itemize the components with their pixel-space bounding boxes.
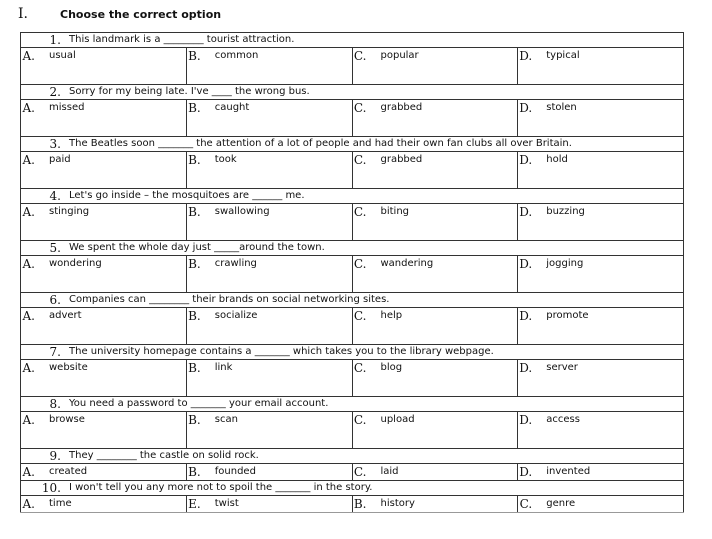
option-letter: A. — [22, 413, 35, 427]
option-text: advert — [49, 310, 82, 321]
question-number: 3. — [49, 137, 61, 151]
option-cell[interactable] — [518, 48, 684, 85]
option-cell[interactable] — [186, 464, 352, 481]
options-row — [21, 464, 684, 481]
option-letter: D. — [519, 361, 533, 375]
option-letter: A. — [22, 101, 35, 115]
question-text: You need a password to _______ your email account. — [69, 398, 329, 409]
option-text: grabbed — [380, 154, 423, 165]
option-letter: B. — [188, 361, 201, 375]
option-letter: B. — [353, 497, 367, 511]
option-cell[interactable] — [186, 48, 352, 85]
option-letter: A. — [22, 465, 35, 479]
question-number: 5. — [49, 241, 61, 255]
option-cell[interactable] — [21, 496, 187, 513]
option-text: popular — [380, 50, 419, 61]
option-cell[interactable] — [21, 152, 187, 189]
option-letter: B. — [188, 309, 201, 323]
options-row — [21, 100, 684, 137]
option-cell[interactable] — [352, 152, 518, 189]
option-text: hold — [546, 154, 568, 165]
options-row — [21, 360, 684, 397]
option-text: server — [546, 362, 578, 373]
question-text: The Beatles soon _______ the attention of a lot of people and had their own fan clubs all over Britain. — [69, 138, 572, 149]
option-letter: A. — [22, 309, 35, 323]
options-row — [21, 496, 684, 513]
option-cell[interactable] — [186, 204, 352, 241]
option-cell[interactable] — [352, 412, 518, 449]
question-number: 7. — [49, 345, 61, 359]
question-row — [21, 293, 684, 308]
option-letter: C. — [353, 309, 367, 323]
option-letter: C. — [353, 465, 367, 479]
question-row — [21, 137, 684, 152]
option-cell[interactable] — [352, 360, 518, 397]
option-cell[interactable] — [21, 308, 187, 345]
option-text: scan — [214, 414, 238, 425]
question-row — [21, 481, 684, 496]
option-text: genre — [546, 498, 576, 509]
option-cell[interactable] — [352, 464, 518, 481]
option-letter: E. — [188, 497, 201, 511]
option-cell[interactable] — [352, 48, 518, 85]
question-number: 9. — [49, 449, 61, 463]
option-text: access — [546, 414, 580, 425]
question-row — [21, 33, 684, 48]
option-letter: B. — [188, 257, 201, 271]
option-letter: A. — [22, 361, 35, 375]
option-letter: D. — [519, 49, 533, 63]
question-text: They ________ the castle on solid rock. — [69, 450, 259, 461]
option-letter: B. — [188, 101, 201, 115]
option-text: wandering — [380, 258, 434, 269]
question-text: Let's go inside – the mosquitoes are ______ me. — [69, 190, 305, 201]
question-number: 10. — [41, 481, 61, 495]
option-cell[interactable] — [186, 360, 352, 397]
option-cell[interactable] — [186, 100, 352, 137]
option-cell[interactable] — [186, 412, 352, 449]
option-letter: C. — [353, 101, 367, 115]
question-row — [21, 189, 684, 204]
option-text: wondering — [49, 258, 102, 269]
option-letter: B. — [188, 153, 201, 167]
option-letter: D. — [519, 153, 533, 167]
option-text: blog — [380, 362, 403, 373]
question-number: 8. — [49, 397, 61, 411]
options-row — [21, 256, 684, 293]
option-cell[interactable] — [186, 256, 352, 293]
option-text: socialize — [214, 310, 258, 321]
option-letter: A. — [22, 205, 35, 219]
option-cell[interactable] — [518, 412, 684, 449]
option-cell[interactable] — [352, 204, 518, 241]
option-cell[interactable] — [518, 464, 684, 481]
option-text: buzzing — [546, 206, 585, 217]
option-cell[interactable] — [21, 48, 187, 85]
section-header — [18, 4, 221, 24]
question-number: 6. — [49, 293, 61, 307]
option-text: invented — [546, 466, 591, 477]
option-letter: D. — [519, 465, 533, 479]
option-cell[interactable] — [518, 360, 684, 397]
question-number: 1. — [49, 33, 61, 47]
option-text: grabbed — [380, 102, 423, 113]
option-letter: B. — [188, 49, 201, 63]
bottom-divider — [20, 512, 684, 513]
option-cell[interactable] — [352, 256, 518, 293]
option-text: website — [49, 362, 88, 373]
option-cell[interactable] — [518, 308, 684, 345]
option-text: swallowing — [214, 206, 270, 217]
option-letter: C. — [353, 413, 367, 427]
option-text: usual — [49, 50, 76, 61]
option-letter: D. — [519, 101, 533, 115]
option-text: paid — [49, 154, 71, 165]
question-text: The university homepage contains a _______ which takes you to the library webpage. — [69, 346, 494, 357]
question-row — [21, 345, 684, 360]
option-letter: C. — [353, 257, 367, 271]
option-text: missed — [49, 102, 85, 113]
option-cell[interactable] — [186, 496, 352, 513]
question-row — [21, 449, 684, 464]
option-letter: A. — [22, 257, 35, 271]
option-cell[interactable] — [518, 152, 684, 189]
option-text: promote — [546, 310, 589, 321]
option-cell[interactable] — [518, 100, 684, 137]
question-row — [21, 241, 684, 256]
options-row — [21, 152, 684, 189]
option-cell[interactable] — [352, 496, 518, 513]
option-text: took — [214, 154, 237, 165]
option-cell[interactable] — [518, 496, 684, 513]
option-text: biting — [380, 206, 410, 217]
option-letter: D. — [519, 309, 533, 323]
option-text: browse — [49, 414, 85, 425]
option-cell[interactable] — [21, 204, 187, 241]
option-cell[interactable] — [518, 204, 684, 241]
option-cell[interactable] — [186, 152, 352, 189]
option-text: created — [49, 466, 88, 477]
question-text: Companies can ________ their brands on social networking sites. — [69, 294, 390, 305]
option-letter: B. — [188, 205, 201, 219]
section-title: Choose the correct option — [60, 7, 222, 21]
option-letter: A. — [22, 497, 35, 511]
option-cell[interactable] — [21, 360, 187, 397]
option-cell[interactable] — [21, 256, 187, 293]
question-number: 4. — [49, 189, 61, 203]
option-cell[interactable] — [518, 256, 684, 293]
option-cell[interactable] — [21, 464, 187, 481]
option-text: crawling — [214, 258, 257, 269]
options-row — [21, 412, 684, 449]
question-text: This landmark is a ________ tourist attraction. — [69, 34, 295, 45]
option-text: laid — [380, 466, 399, 477]
option-letter: C. — [353, 153, 367, 167]
option-text: stinging — [49, 206, 90, 217]
option-letter: C. — [353, 49, 367, 63]
options-row — [21, 48, 684, 85]
option-text: link — [214, 362, 233, 373]
option-text: upload — [380, 414, 415, 425]
option-cell[interactable] — [21, 100, 187, 137]
option-letter: A. — [22, 153, 35, 167]
option-text: jogging — [546, 258, 584, 269]
option-text: twist — [214, 498, 239, 509]
option-text: common — [214, 50, 259, 61]
section-number: I. — [18, 6, 28, 22]
question-row — [21, 397, 684, 412]
option-text: help — [380, 310, 403, 321]
option-letter: D. — [519, 413, 533, 427]
option-letter: C. — [353, 205, 367, 219]
option-text: time — [49, 498, 72, 509]
option-text: founded — [214, 466, 256, 477]
option-letter: A. — [22, 49, 35, 63]
option-cell[interactable] — [352, 100, 518, 137]
question-text: We spent the whole day just _____around the town. — [69, 242, 325, 253]
option-letter: D. — [519, 257, 533, 271]
question-text: I won't tell you any more not to spoil the _______ in the story. — [69, 482, 373, 493]
option-text: stolen — [546, 102, 577, 113]
option-text: typical — [546, 50, 580, 61]
option-cell[interactable] — [186, 308, 352, 345]
options-row — [21, 308, 684, 345]
questions-table — [20, 32, 684, 513]
option-letter: D. — [519, 205, 533, 219]
option-cell[interactable] — [21, 412, 187, 449]
options-row — [21, 204, 684, 241]
question-text: Sorry for my being late. I've ____ the wrong bus. — [69, 86, 310, 97]
option-letter: B. — [188, 465, 201, 479]
option-letter: B. — [188, 413, 201, 427]
option-letter: C. — [353, 361, 367, 375]
question-number: 2. — [49, 85, 61, 99]
option-letter: C. — [519, 497, 533, 511]
question-row — [21, 85, 684, 100]
option-text: history — [380, 498, 415, 509]
option-text: caught — [214, 102, 250, 113]
option-cell[interactable] — [352, 308, 518, 345]
